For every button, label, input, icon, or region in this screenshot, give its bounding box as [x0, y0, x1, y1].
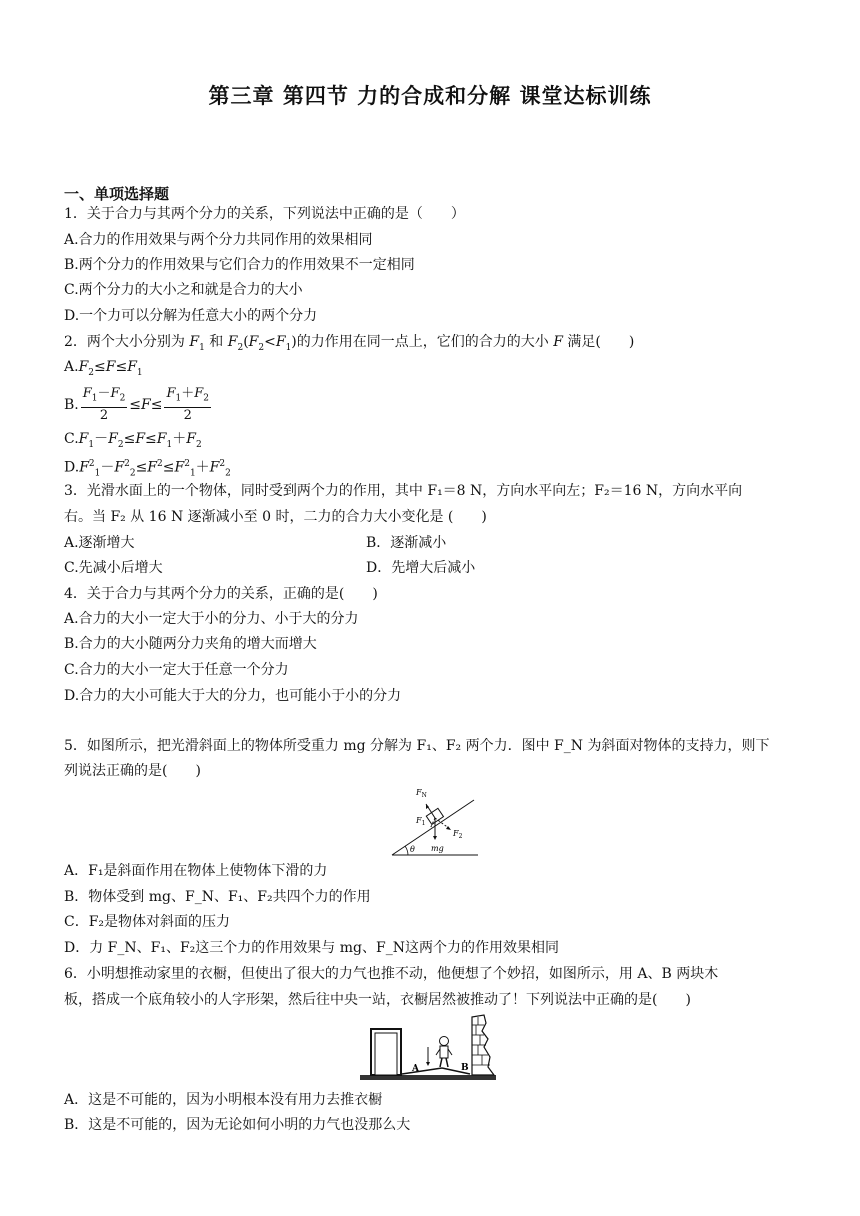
page-title: 第三章 第四节 力的合成和分解 课堂达标训练 — [208, 84, 652, 108]
fraction: $\frac{F_1+F_2}{2}$ — [166, 386, 210, 423]
q6-line-1: 6．小明想推动家里的衣橱，但使出了很大的力气也推不动，他便想了个妙招，如图所示，用 A、B 两块木 — [64, 966, 719, 982]
q4-option-b: B.合力的大小随两分力夹角的增大而增大 — [64, 636, 317, 652]
q3-option-b: B．逐渐减小 — [366, 535, 447, 551]
f2-label: $F_2$ — [453, 829, 463, 840]
q3-option-a: A.逐渐增大 — [64, 535, 135, 551]
q3-option-c: C.先减小后增大 — [64, 560, 163, 576]
q2-stem: 2．两个大小分别为 $F_1$ 和 $F_2(F_2<F_1)$的力作用在同一点上，它们的合力的大小 F 满足( ) — [64, 334, 635, 353]
board-a-label: A — [412, 1064, 419, 1074]
q5-option-c: C．F₂是物体对斜面的压力 — [64, 914, 231, 930]
q5-line-1: 5．如图所示，把光滑斜面上的物体所受重力 mg 分解为 F₁、F₂ 两个力．图中 F_N 为斜面对物体的支持力，则下 — [64, 738, 770, 754]
q6-option-b: B．这是不可能的，因为无论如何小明的力气也没那么大 — [64, 1117, 411, 1133]
q1-stem: 1．关于合力与其两个分力的关系，下列说法中正确的是（ ） — [64, 206, 465, 222]
mg-label: mg — [431, 844, 444, 853]
q3-line-2: 右。当 F₂ 从 16 N 逐渐减小至 0 时，二力的合力大小变化是 ( ) — [64, 509, 487, 525]
section-heading: 一、单项选择题 — [64, 185, 170, 203]
incline-force-diagram — [390, 782, 480, 858]
q5-option-a: A．F₁是斜面作用在物体上使物体下滑的力 — [64, 863, 328, 879]
q2-option-c: $C.F_1-F_2\le F\le F_1+F_2$ — [64, 431, 202, 450]
q4-option-c: C.合力的大小一定大于任意一个分力 — [64, 662, 289, 678]
q1-option-a: A.合力的作用效果与两个分力共同作用的效果相同 — [64, 232, 373, 248]
q5-line-2: 列说法正确的是( ) — [64, 763, 201, 779]
q4-stem: 4．关于合力与其两个分力的关系，正确的是( ) — [64, 586, 378, 602]
wardrobe-diagram — [360, 1013, 500, 1083]
q5-option-b: B．物体受到 mg、F_N、F₁、F₂共四个力的作用 — [64, 889, 371, 905]
theta-label: θ — [410, 845, 415, 854]
q4-option-a: A.合力的大小一定大于小的分力、小于大的分力 — [64, 611, 359, 627]
q6-option-a: A．这是不可能的，因为小明根本没有用力去推衣橱 — [64, 1092, 383, 1108]
q2-option-b: B. $\frac{F_1-F_2}{2}$ ≤F≤ $\frac{F_1+F_2}{2}$ — [64, 386, 210, 423]
q1-option-b: B.两个分力的作用效果与它们合力的作用效果不一定相同 — [64, 257, 415, 273]
q6-line-2: 板，搭成一个底角较小的人字形架，然后往中央一站，衣橱居然被推动了！下列说法中正确的是( ) — [64, 992, 691, 1008]
q1-option-d: D.一个力可以分解为任意大小的两个分力 — [64, 308, 318, 324]
q5-option-d: D．力 F_N、F₁、F₂这三个力的作用效果与 mg、F_N这两个力的作用效果相同 — [64, 940, 559, 956]
q2-option-a: $A.F_2\le F\le F_1$ — [64, 359, 143, 378]
fraction: $\frac{F_1-F_2}{2}$ — [82, 386, 126, 423]
f1-label: $F_1$ — [416, 816, 426, 827]
q3-line-1: 3．光滑水面上的一个物体，同时受到两个力的作用，其中 F₁＝8 N，方向水平向左；F₂＝16 N，方向水平向 — [64, 483, 743, 499]
q4-option-d: D.合力的大小可能大于大的分力，也可能小于小的分力 — [64, 688, 402, 704]
q2-option-d: $D.F^2_1-F^2_2\le F^2\le F^2_1+F^2_2$ — [64, 459, 231, 479]
q3-option-d: D．先增大后减小 — [366, 560, 476, 576]
q1-option-c: C.两个分力的大小之和就是合力的大小 — [64, 282, 303, 298]
fn-label: $F_N$ — [416, 788, 427, 799]
board-b-label: B — [461, 1063, 469, 1073]
